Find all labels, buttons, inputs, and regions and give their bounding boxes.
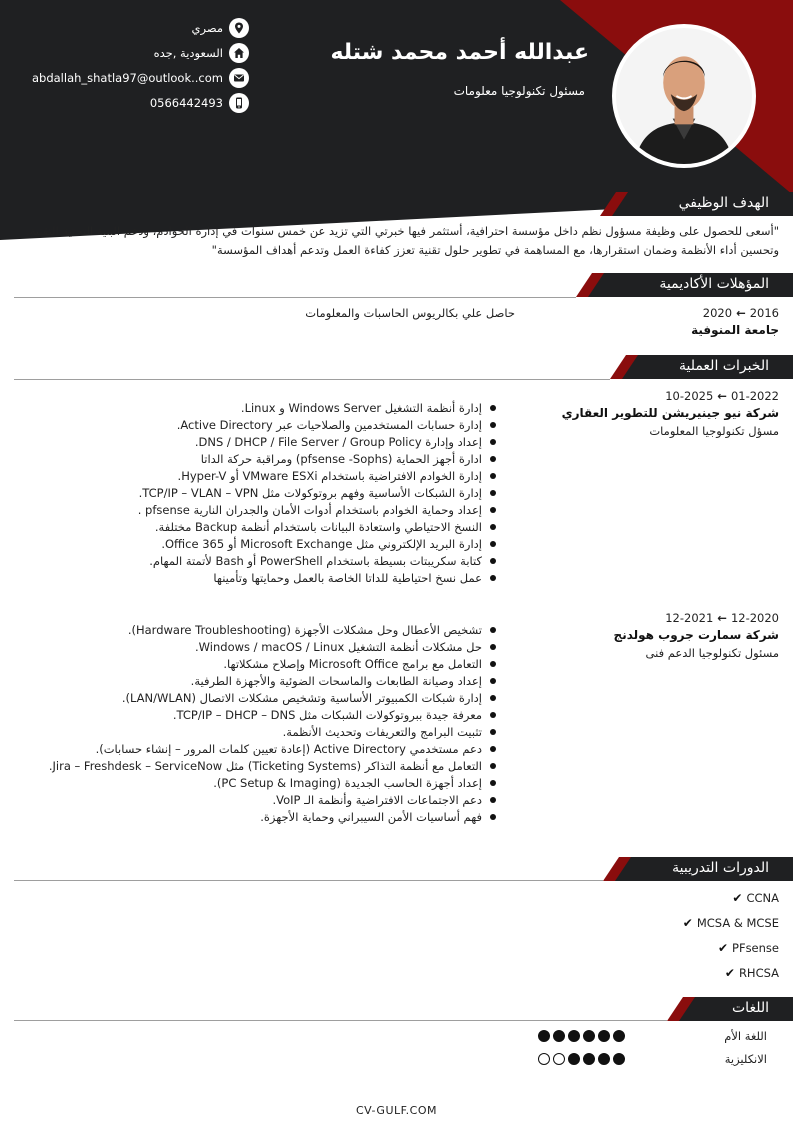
section-divider — [14, 379, 610, 380]
job2-duties — [49, 622, 496, 826]
contact-address-text: السعودية ,جده — [153, 46, 223, 60]
level-dot-filled — [583, 1030, 595, 1042]
course-item — [732, 888, 779, 908]
level-dot-filled — [598, 1053, 610, 1065]
job1-dates — [665, 389, 779, 403]
email-icon — [229, 68, 249, 88]
list-item: دعم مستخدمي Active Directory (إعادة تعيين كلمات المرور – إنشاء حسابات). — [49, 741, 496, 758]
course-item — [725, 963, 779, 983]
contact-email[interactable] — [9, 67, 249, 89]
section-divider — [14, 880, 603, 881]
list-item: إدارة أنظمة التشغيل Windows Server و Linux. — [138, 400, 496, 417]
list-item: معرفة جيدة ببروتوكولات الشبكات مثل TCP/IP – DHCP – DNS. — [49, 707, 496, 724]
course-name: RHCSA — [738, 966, 779, 980]
home-icon — [229, 43, 249, 63]
candidate-name: عبدالله أحمد محمد شتله — [330, 40, 589, 65]
course-name: CCNA — [746, 891, 779, 905]
language-level-english — [538, 1053, 625, 1067]
candidate-title: مسئول تكنولوجيا معلومات — [453, 84, 585, 98]
list-item: دعم الاجتماعات الافتراضية وأنظمة الـ VoIP. — [49, 792, 496, 809]
level-dot-filled — [598, 1030, 610, 1042]
list-item: إعداد أجهزة الحاسب الجديدة (PC Setup & Imaging). — [49, 775, 496, 792]
section-divider — [14, 1020, 667, 1021]
education-dates — [703, 306, 779, 320]
list-item: التعامل مع برامج Microsoft Office وإصلاح مشكلاتها. — [49, 656, 496, 673]
job1-from: 01-2022 — [730, 389, 779, 403]
list-item: تثبيت البرامج والتعريفات وتحديث الأنظمة. — [49, 724, 496, 741]
list-item: النسخ الاحتياطي واستعادة البيانات باستخدام أنظمة Backup مختلفة. — [138, 519, 496, 536]
objective-text: "أسعى للحصول على وظيفة مسؤول نظم داخل مؤسسة احترافية، أستثمر فيها خبرتي التي تزيد عن خمس سنوات في إدارة الخوادم، ودعم البنية التحتية التقنية، وتحسين أداء الأنظمة وضمان استقرارها، مع المساهمة في تطوير حلول تقنية تعزز كفاءة العمل وتدعم أهداف المؤسسة" — [26, 224, 779, 257]
list-item: ادارة أجهز الحماية (pfsense -Sophs) ومراقبة حركة الداتا — [138, 451, 496, 468]
contact-email-text: abdallah_shatla97@outlook..com — [31, 71, 223, 85]
section-experience-title: الخبرات العملية — [678, 358, 769, 374]
job1-company: شركة نيو جينيريشن للتطوير العقاري — [561, 406, 779, 420]
arrow-left-icon: ← — [736, 306, 746, 320]
job1-to: 10-2025 — [665, 389, 714, 403]
section-education-header — [576, 273, 793, 297]
language-level-native — [538, 1030, 625, 1044]
checkmark-icon: ✔ — [724, 966, 735, 980]
list-item: إعداد وإدارة DNS / DHCP / File Server / Group Policy. — [138, 434, 496, 451]
list-item: إدارة شبكات الكمبيوتر الأساسية وتشخيص مشكلات الاتصال (LAN/WLAN). — [49, 690, 496, 707]
level-dot-filled — [583, 1053, 595, 1065]
list-item: فهم أساسيات الأمن السيبراني وحماية الأجهزة. — [49, 809, 496, 826]
course-name: MCSA & MCSE — [696, 916, 779, 930]
section-divider — [14, 297, 576, 298]
list-item: كتابة سكريبتات بسيطة باستخدام PowerShell أو Bash لأتمتة المهام. — [138, 553, 496, 570]
education-to: 2020 — [702, 306, 733, 320]
list-item: التعامل مع أنظمة التذاكر (Ticketing Systems) مثل Jira – Freshdesk – ServiceNow. — [49, 758, 496, 775]
level-dot-empty — [538, 1053, 550, 1065]
education-degree: حاصل علي بكالريوس الحاسبات والمعلومات — [305, 306, 515, 320]
contact-phone[interactable] — [9, 92, 249, 114]
profile-photo — [612, 24, 756, 168]
job2-from: 12-2020 — [730, 611, 779, 625]
language-name: الانكليزية — [724, 1052, 767, 1066]
contact-nationality-text: مصري — [191, 21, 223, 35]
job2-company: شركة سمارت جروب هولدنج — [613, 628, 779, 642]
job2-dates — [665, 611, 779, 625]
job1-role: مسؤل تكنولوجيا المعلومات — [649, 424, 779, 438]
list-item: إدارة البريد الإلكتروني مثل Microsoft Exchange أو Office 365. — [138, 536, 496, 553]
course-name: PFsense — [732, 941, 779, 955]
checkmark-icon: ✔ — [732, 891, 743, 905]
checkmark-icon: ✔ — [717, 941, 729, 955]
course-item — [718, 938, 779, 958]
level-dot-filled — [568, 1053, 580, 1065]
section-objective-header — [600, 192, 793, 216]
arrow-left-icon: ← — [717, 389, 727, 403]
education-institution: جامعة المنوفية — [691, 323, 779, 337]
list-item: إدارة الشبكات الأساسية وفهم بروتوكولات مثل TCP/IP – VLAN – VPN. — [138, 485, 496, 502]
phone-icon — [229, 93, 249, 113]
level-dot-filled — [613, 1053, 625, 1065]
list-item: تشخيص الأعطال وحل مشكلات الأجهزة (Hardware Troubleshooting). — [49, 622, 496, 639]
section-languages-header — [667, 997, 793, 1021]
job2-to: 12-2021 — [665, 611, 714, 625]
checkmark-icon: ✔ — [682, 916, 693, 930]
level-dot-filled — [553, 1030, 565, 1042]
job1-duties — [138, 400, 496, 587]
list-item: إدارة حسابات المستخدمين والصلاحيات عبر Active Directory. — [138, 417, 496, 434]
contact-nationality — [9, 17, 249, 39]
section-experience-header — [610, 355, 793, 379]
section-courses-title: الدورات التدريبية — [672, 860, 769, 876]
contact-address — [9, 42, 249, 64]
job2-role: مسئول تكنولوجيا الدعم فنى — [645, 646, 779, 660]
level-dot-filled — [538, 1030, 550, 1042]
list-item: إعداد وحماية الخوادم باستخدام أدوات الأمان والجدران النارية pfsense . — [138, 502, 496, 519]
section-objective-title: الهدف الوظيفي — [678, 195, 769, 211]
level-dot-filled — [613, 1030, 625, 1042]
level-dot-filled — [568, 1030, 580, 1042]
contact-phone-text: 0566442493 — [149, 96, 223, 110]
list-item: إدارة الخوادم الافتراضية باستخدام VMware ESXi أو Hyper-V. — [138, 468, 496, 485]
list-item: حل مشكلات أنظمة التشغيل Windows / macOS / Linux. — [49, 639, 496, 656]
language-name: اللغة الأم — [724, 1029, 767, 1043]
section-languages-title: اللغات — [732, 1000, 769, 1016]
level-dot-empty — [553, 1053, 565, 1065]
arrow-left-icon: ← — [717, 611, 727, 625]
location-pin-icon — [229, 18, 249, 38]
list-item: إعداد وصيانة الطابعات والماسحات الضوئية والأجهزة الطرفية. — [49, 673, 496, 690]
course-item — [683, 913, 779, 933]
section-courses-header — [603, 857, 793, 881]
section-education-title: المؤهلات الأكاديمية — [659, 276, 769, 292]
education-from: 2016 — [749, 306, 779, 320]
footer-site: CV-GULF.COM — [355, 1104, 438, 1117]
list-item: عمل نسخ احتياطية للداتا الخاصة بالعمل وحمايتها وتأمينها — [138, 570, 496, 587]
